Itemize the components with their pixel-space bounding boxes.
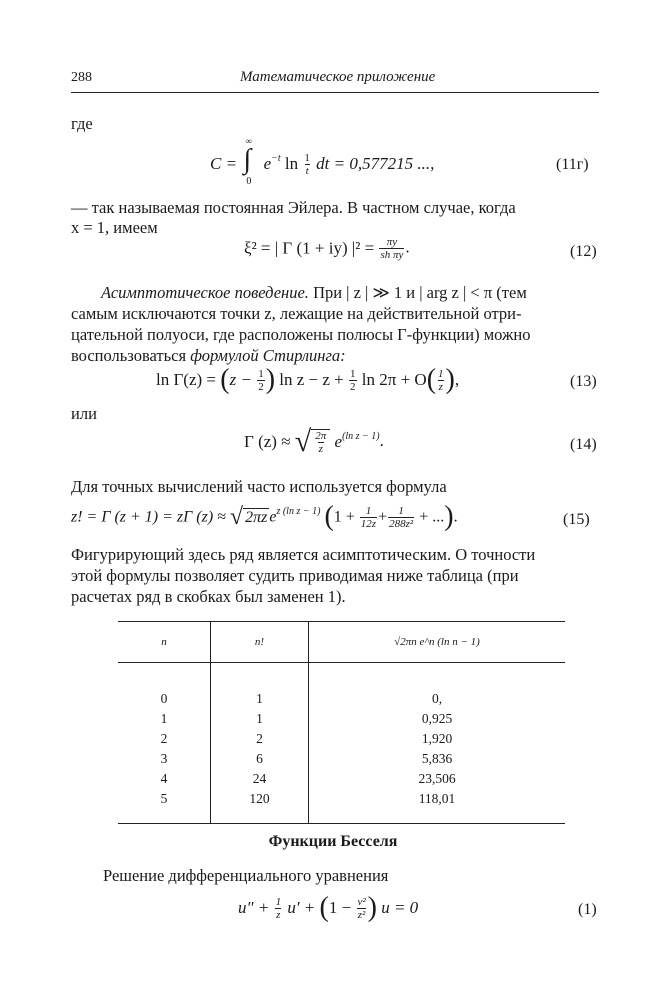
table-spacer [118,809,565,824]
frac-den: 288z² [389,517,414,530]
asymptotic-line1 [71,282,601,303]
cell-approx: 118,01 [418,791,456,806]
frac-den: sh πy [380,249,404,261]
equation-11g [210,136,435,192]
eq15-fraction-1 [360,505,377,530]
sqrt-symbol: √ [229,503,244,530]
table-row [118,709,565,729]
integral-lower-limit: 0 [246,176,252,187]
eq1-part1: u″ + [238,898,270,918]
equation-number-14: (14) [570,436,597,453]
asymptotic-paragraph [71,282,601,366]
cell-approx: 5,836 [421,751,453,766]
eq13-part4: ln 2π + O [361,370,427,390]
frac-num: 1 [275,895,282,908]
eq13-half [257,368,265,393]
note-line3: расчетах ряд в скобках был заменен 1). [71,587,346,606]
integral-upper-limit: ∞ [245,136,252,146]
cell-n: 3 [160,751,168,766]
frac-den: t [305,164,309,177]
asymptotic-line4 [71,345,601,366]
paren-open: ( [220,364,230,395]
frac-den: 2 [258,380,264,393]
cell-factorial: 120 [211,789,309,809]
eq1-fraction-2 [356,896,366,921]
stirling-accuracy-table [118,621,565,824]
cell-factorial: 1 [211,709,309,729]
eq13-part1: ln Γ(z) = [156,370,217,390]
eq12-fraction [379,236,404,261]
or-word: или [71,404,97,423]
equation-number-12: (12) [570,243,597,260]
eq11g-fraction [303,152,311,177]
frac-num: 1 [350,367,356,380]
eq15-e: e [269,508,277,526]
equation-number-11g: (11г) [556,156,589,173]
section-title: Функции Бесселя [268,833,398,850]
bessel-equation [238,892,418,924]
paren-close: ) [444,501,454,532]
equation-15 [71,501,458,533]
eq1-part3: 1 − [328,898,352,918]
eq13-one-over-z [437,368,445,393]
paren-open: ( [319,892,329,923]
eq14-tail: . [379,430,384,450]
note-line2: этой формулы позволяет судить приводимая ниже таблица (при [71,566,519,585]
formula-intro: Для точных вычислений часто используется формула [71,477,447,496]
cell-n: 5 [160,791,168,806]
paren-open: ( [324,501,334,532]
frac-den: 12z [360,517,377,530]
eq15-exponent: z (ln z − 1) [276,506,321,517]
eq12-tail: . [405,237,410,257]
col-header-stirling: √2πn e^n (ln n − 1) [309,622,566,663]
stirling-formula-link: формулой Стирлинга: [190,346,346,365]
frac-num: πy [386,236,398,248]
eq14-lhs: Γ (z) ≈ [244,432,291,451]
frac-den: z [276,908,281,921]
frac-num: 2π [315,429,327,442]
equation-number-13: (13) [570,373,597,390]
frac-den: z² [357,908,366,921]
eq15-fraction-2 [388,505,414,530]
table-row [118,789,565,809]
frac-den: z [318,442,323,455]
eq15-part1: z! = Γ (z + 1) = zΓ (z) ≈ [71,508,226,526]
equation-12 [244,236,410,261]
running-title: Математическое приложение [240,69,436,85]
cell-approx: 23,506 [418,771,456,786]
sqrt-symbol: √ [294,425,312,458]
cell-approx: 1,920 [421,731,453,746]
eq15-plus: + [378,508,388,526]
cell-approx: 0,925 [421,711,453,726]
cell-factorial: 24 [211,769,309,789]
table-spacer [118,663,565,690]
eq14-e: e [334,432,343,451]
frac-num: 1 [438,367,444,380]
header-rule [71,92,599,93]
eq15-dots: + ... [419,508,445,526]
table-row [118,689,565,709]
col-header-n: n [118,622,211,663]
cell-factorial: 6 [211,749,309,769]
integral-sign [241,136,259,188]
eq14-radicand [311,429,330,455]
frac-num: 1 [258,367,264,380]
cell-factorial: 2 [211,729,309,749]
equation-13 [156,364,459,396]
eq12-lhs: ξ² = | Γ (1 + iy) |² = [244,238,375,258]
eq13-half-2 [349,368,357,393]
eq11g-ln: ln [284,154,299,173]
intro-word: где [71,114,93,133]
eq14-fraction [314,430,327,455]
asymptotic-line2: самым исключаются точки z, лежащие на действительной отри- [71,304,522,323]
equation-14 [244,425,384,459]
eq11g-lhs: C = [210,154,238,173]
eq15-one: 1 + [333,508,355,526]
cell-approx: 0, [431,691,443,706]
asymptotic-line4-start: воспользоваться [71,346,191,365]
equation-number-1: (1) [578,901,597,918]
eq11g-tail: dt = 0,577215 ..., [316,154,435,173]
frac-den: z [438,380,443,393]
frac-num: 1 [304,151,310,164]
eq1-part4: u = 0 [381,898,419,918]
eq15-tail: . [453,508,458,526]
paren-close: ) [445,364,455,395]
page-number: 288 [71,70,92,85]
paren-close: ) [265,364,276,395]
equation-number-15: (15) [563,511,590,528]
note-line1: Фигурирующий здесь ряд является асимптотическим. О точности [71,545,536,564]
note-paragraph [71,544,601,607]
eq14-exponent: (ln z − 1) [342,430,380,442]
table-row [118,729,565,749]
table-row [118,769,565,789]
paren-close: ) [367,892,377,923]
eq13-part2: z − [229,370,252,390]
paren-open: ( [426,364,437,395]
cell-factorial: 1 [211,689,309,709]
cell-n: 2 [160,731,168,746]
eq13-tail: , [454,370,460,390]
frac-den: 2 [350,380,356,393]
eq15-radicand: 2πz [245,508,268,526]
eq1-part2: u′ + [287,898,316,918]
eq11g-integrand: e [263,154,272,173]
eq11g-exponent: −t [271,152,281,164]
asymptotic-line3: цательной полуоси, где расположены полюсы Γ-функции) можно [71,325,531,344]
cell-n: 0 [160,691,168,706]
frac-num: 1 [365,504,372,517]
eq1-fraction-1 [275,896,283,921]
table-header-row [118,622,565,663]
frac-num: 1 [398,504,404,517]
cell-n: 4 [160,771,168,786]
col-header-factorial: n! [211,622,309,663]
cell-n: 1 [160,711,168,726]
frac-num: ν² [357,895,366,908]
eq13-part3: ln z − z + [279,370,344,390]
bessel-intro: Решение дифференциального уравнения [103,866,389,885]
euler-text-line1: — так называемая постоянная Эйлера. В частном случае, когда [71,198,516,217]
euler-text-line2: x = 1, имеем [71,218,158,237]
table-row [118,749,565,769]
integral-symbol: ∫ [243,144,251,175]
asymptotic-heading: Асимптотическое поведение. [101,283,309,302]
asymptotic-line1-rest: При | z | ≫ 1 и | arg z | < π (тем [308,283,527,302]
